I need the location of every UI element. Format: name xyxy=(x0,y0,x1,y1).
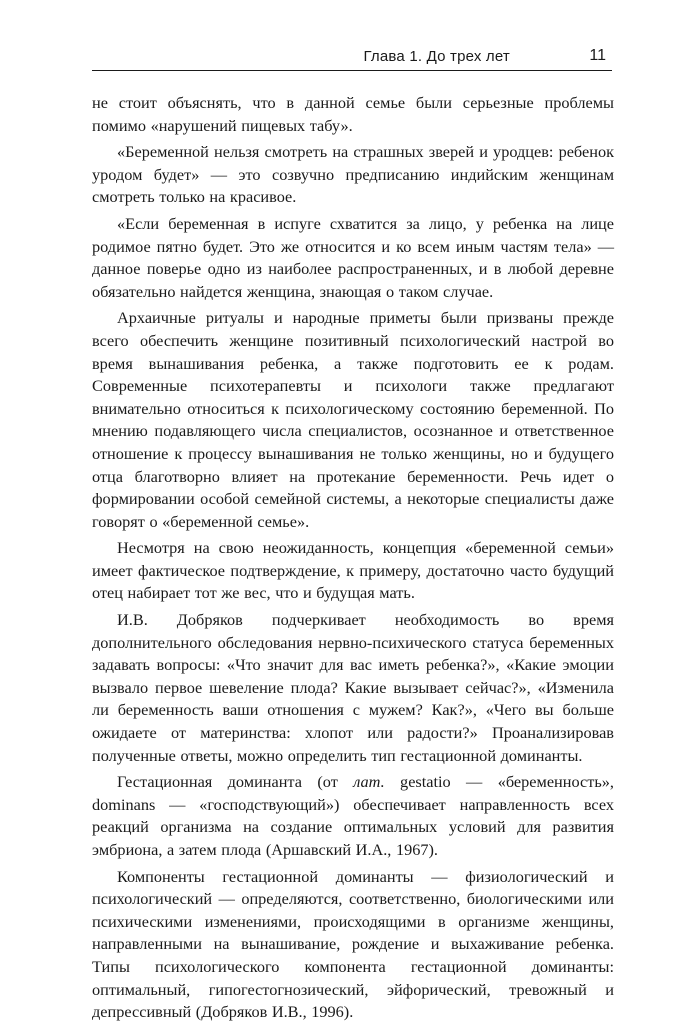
paragraph-7 xyxy=(92,771,614,861)
paragraph-7-end: gestatio — «беременность», dominans — «господствующий») обеспечивает направленность всех реакций организма на создание оптимальных условий для развития эмбриона, а затем плода (Аршавский И.А., 1967). xyxy=(92,772,615,859)
paragraph-3: «Если беременная в испуге схватится за лицо, у ребенка на лице родимое пятно будет. Это же относится и ко всем иным частям тела» — данное поверье одно из наиболее распространенных, и в любой деревне обязательно найдется женщина, знающая о таком случае. xyxy=(92,213,614,301)
paragraph-1: не стоит объяснять, что в данной семье были серьезные проблемы помимо «нарушений пищевых табу». xyxy=(92,93,614,135)
paragraph-2: «Беременной нельзя смотреть на страшных зверей и уродцев: ребенок уродом будет» — это созвучно предписанию индийским женщинам смотреть только на красивое. xyxy=(92,142,614,207)
paragraph-7-start: Гестационная доминанта (от xyxy=(117,772,354,792)
paragraph-8: Компоненты гестационной доминанты — физиологический и психологический — определяются, соответственно, биологическими или психическими изменениями, происходящими в организме женщины, направленными на вынашивание, рождение и выхаживание ребенка. Типы психологического компонента гестационной доминанты: оптимальный, гипогестогнозический, эйфорический, тревожный и депрессивный (Добряков И.В., 1996). xyxy=(92,866,614,1022)
paragraph-4: Архаичные ритуалы и народные приметы были призваны прежде всего обеспечить женщине позитивный психологический настрой во время вынашивания ребенка, а также подготовить ее к родам. Современные психотерапевты и психологи также предлагают внимательно относиться к психологическому состоянию беременной. По мнению подавляющего числа специалистов, осознанное и ответственное отношение к процессу вынашивания не только женщины, но и будущего отца благотворно влияет на протекание беременности. Речь идет о формировании особой семейной системы, а некоторые специалисты даже говорят о «беременной семье». xyxy=(92,308,614,531)
latin-abbreviation: лат. xyxy=(353,772,385,792)
body-text xyxy=(92,92,614,1028)
running-header xyxy=(92,44,612,71)
chapter-title: Глава 1. До трех лет xyxy=(363,48,510,65)
paragraph-5: Несмотря на свою неожиданность, концепция «беременной семьи» имеет фактическое подтверждение, к примеру, достаточно часто будущий отец набирает тот же вес, что и будущая мать. xyxy=(92,538,614,603)
page-number: 11 xyxy=(589,47,606,64)
paragraph-6: И.В. Добряков подчеркивает необходимость во время дополнительного обследования нервно-психического статуса беременных задавать вопросы: «Что значит для вас иметь ребенка?», «Какие эмоции вызвало первое шевеление плода? Какие вызывает сейчас?», «Изменила ли беременность ваши отношения с мужем? Как?», «Чего вы больше ожидаете от материнства: хлопот или радости?» Проанализировав полученные ответы, можно определить тип гестационной доминанты. xyxy=(92,610,614,765)
